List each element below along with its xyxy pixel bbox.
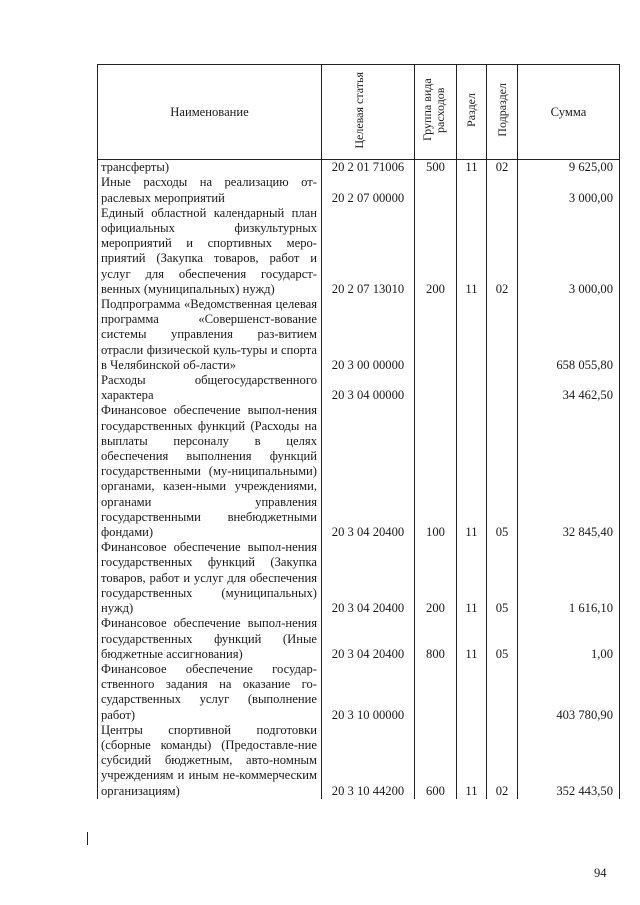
row-section [457, 206, 487, 297]
row-group [415, 373, 457, 403]
row-sum-value: 403 780,90 [556, 707, 613, 722]
row-sum [518, 206, 620, 297]
row-group-value: 200 [426, 281, 445, 296]
row-code-value: 20 2 01 71006 [331, 160, 405, 175]
row-code-value: 20 3 04 00000 [331, 388, 405, 403]
row-group [415, 616, 457, 662]
row-subsection [487, 723, 518, 799]
row-name: Финансовое обеспечение выпол-нения государственных функций (Расходы на выплаты персоналу в целях обеспечения выполнения функций государственными (му-ниципальными) органами, казен-ными учреждениями, органами управления государственными внебюджетными фондами) [98, 403, 322, 540]
row-sum [518, 540, 620, 616]
row-code [322, 723, 415, 799]
row-sum-value: 9 625,00 [568, 160, 613, 175]
row-name: Финансовое обеспечение выпол-нения государственных функций (Иные бюджетные ассигнования) [98, 616, 322, 662]
row-sum [518, 662, 620, 723]
row-group [415, 206, 457, 297]
row-subsection-value: 05 [495, 601, 509, 616]
row-group [415, 297, 457, 373]
margin-mark [87, 832, 88, 845]
row-code [322, 540, 415, 616]
row-code-value: 20 3 00 00000 [331, 357, 405, 372]
row-subsection-value: 05 [495, 646, 509, 661]
table-row [98, 723, 620, 799]
row-name: Центры спортивной подготовки (сборные команды) (Предоставле-ние субсидий бюджетным, авто-номным учреждениям и иным не-коммерческим организациям) [98, 723, 322, 799]
row-group-value: 500 [426, 160, 445, 175]
row-code-value: 20 3 04 20400 [331, 525, 405, 540]
table-row [98, 373, 620, 403]
row-sum-value: 658 055,80 [556, 357, 613, 372]
row-sum-value: 352 443,50 [556, 783, 613, 798]
row-subsection [487, 373, 518, 403]
row-sum [518, 373, 620, 403]
row-section [457, 297, 487, 373]
table-row [98, 540, 620, 616]
row-subsection-value: 05 [495, 525, 509, 540]
row-subsection [487, 206, 518, 297]
row-sum-value: 34 462,50 [562, 388, 613, 403]
row-group [415, 723, 457, 799]
row-section [457, 373, 487, 403]
header-group: Группа вида расходов [415, 65, 457, 160]
row-section-value: 11 [465, 783, 478, 798]
row-section [457, 723, 487, 799]
row-group-value: 800 [426, 646, 445, 661]
row-name: Иные расходы на реализацию от-раслевых мероприятий [98, 175, 322, 205]
row-group [415, 175, 457, 205]
row-sum [518, 160, 620, 176]
header-subsection: Подраздел [487, 65, 518, 160]
row-code-value: 20 3 10 00000 [331, 707, 405, 722]
row-subsection [487, 160, 518, 176]
row-section-value: 11 [465, 160, 478, 175]
row-subsection [487, 616, 518, 662]
row-subsection [487, 662, 518, 723]
row-subsection [487, 403, 518, 540]
page-number: 94 [594, 866, 607, 880]
table-row [98, 403, 620, 540]
row-section-value: 11 [465, 525, 478, 540]
row-name: Расходы общегосударственного характера [98, 373, 322, 403]
row-section [457, 662, 487, 723]
row-section [457, 616, 487, 662]
row-sum [518, 175, 620, 205]
table-row [98, 160, 620, 176]
row-code [322, 175, 415, 205]
header-sum: Сумма [518, 65, 620, 160]
row-section-value: 11 [465, 601, 478, 616]
row-code-value: 20 3 04 20400 [331, 601, 405, 616]
row-group [415, 403, 457, 540]
table-row [98, 206, 620, 297]
row-name: трансферты) [98, 160, 322, 176]
budget-table [97, 64, 620, 799]
row-group-value: 600 [426, 783, 445, 798]
header-section: Раздел [457, 65, 487, 160]
row-name: Финансовое обеспечение государ-ственного задания на оказание го-сударственных услуг (выполнение работ) [98, 662, 322, 723]
row-subsection [487, 540, 518, 616]
row-sum-value: 32 845,40 [562, 525, 613, 540]
row-code [322, 297, 415, 373]
row-group-value: 200 [426, 601, 445, 616]
row-section [457, 403, 487, 540]
row-section [457, 160, 487, 176]
row-sum [518, 723, 620, 799]
row-code [322, 206, 415, 297]
row-code-value: 20 3 04 20400 [331, 646, 405, 661]
row-section [457, 175, 487, 205]
row-code [322, 403, 415, 540]
row-name: Единый областной календарный план официальных физкультурных мероприятий и спортивных меро-приятий (Закупка товаров, работ и услуг для обеспечения государст-венных (муниципальных) нужд) [98, 206, 322, 297]
row-code-value: 20 3 10 44200 [331, 783, 405, 798]
row-sum [518, 297, 620, 373]
row-code-value: 20 2 07 00000 [331, 190, 405, 205]
row-group [415, 160, 457, 176]
row-name: Подпрограмма «Ведомственная целевая программа «Совершенст-вование системы управления раз-витием отрасли физической куль-туры и спорта в Челябинской об-ласти» [98, 297, 322, 373]
row-subsection-value: 02 [495, 281, 509, 296]
row-code [322, 662, 415, 723]
table-row [98, 297, 620, 373]
row-code [322, 373, 415, 403]
row-code [322, 616, 415, 662]
row-subsection [487, 175, 518, 205]
row-sum-value: 1 616,10 [568, 601, 613, 616]
row-group [415, 540, 457, 616]
row-subsection-value: 02 [495, 160, 509, 175]
row-section-value: 11 [465, 281, 478, 296]
row-sum [518, 616, 620, 662]
table-header-row [98, 65, 620, 160]
row-code-value: 20 2 07 13010 [331, 281, 405, 296]
row-group-value: 100 [426, 525, 445, 540]
table-row [98, 616, 620, 662]
table-row [98, 175, 620, 205]
table-row [98, 662, 620, 723]
row-group [415, 662, 457, 723]
row-sum [518, 403, 620, 540]
row-sum-value: 3 000,00 [568, 281, 613, 296]
row-sum-value: 1,00 [590, 646, 613, 661]
row-name: Финансовое обеспечение выпол-нения государственных функций (Закупка товаров, работ и услуг для обеспечения государственных (муниципальных) нужд) [98, 540, 322, 616]
row-subsection [487, 297, 518, 373]
row-sum-value: 3 000,00 [568, 190, 613, 205]
row-code [322, 160, 415, 176]
row-section-value: 11 [465, 646, 478, 661]
header-name: Наименование [98, 65, 322, 160]
header-code: Целевая статья [322, 65, 415, 160]
row-section [457, 540, 487, 616]
row-subsection-value: 02 [495, 783, 509, 798]
